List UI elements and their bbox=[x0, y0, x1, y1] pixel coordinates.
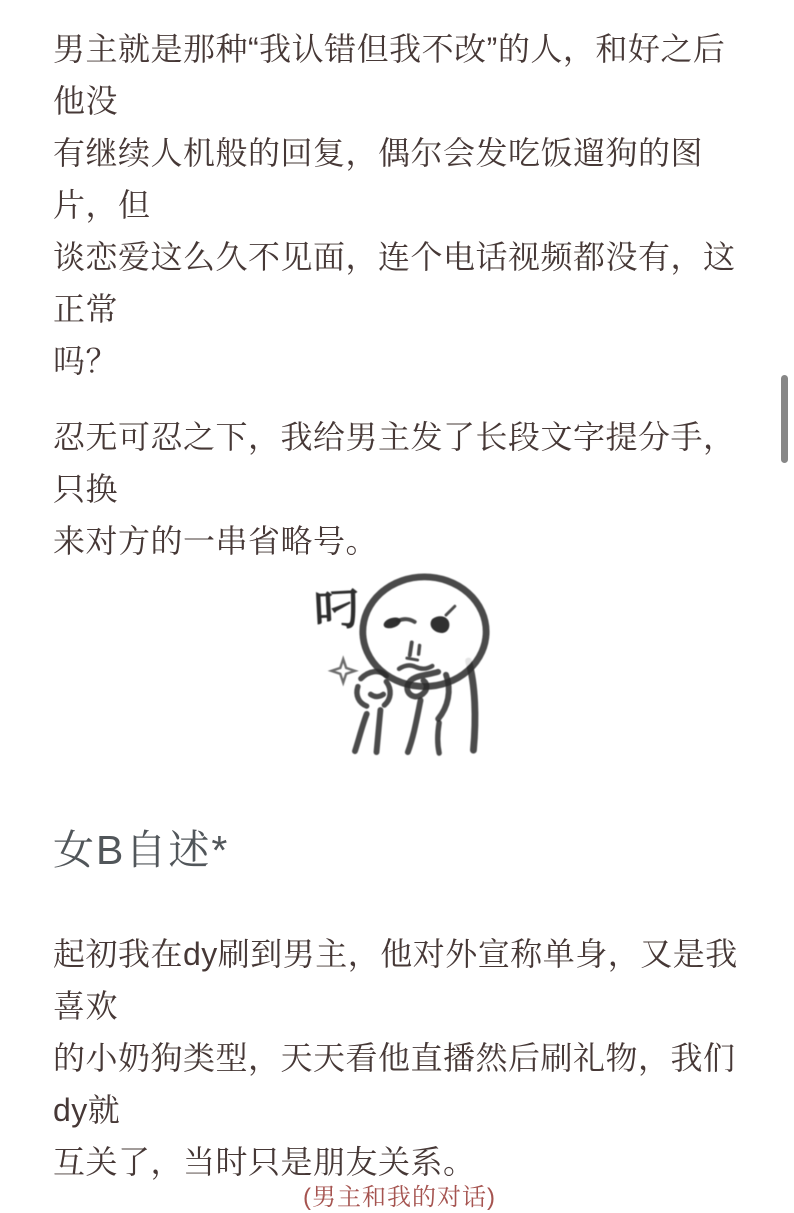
meme-image-container bbox=[53, 571, 746, 759]
text-line: 起初我在dy刷到男主，他对外宣称单身，又是我喜欢 bbox=[53, 936, 738, 1024]
chin-stroke-meme-image bbox=[298, 571, 502, 757]
text-line: 的小奶狗类型，天天看他直播然后刷礼物，我们dy就 bbox=[53, 1040, 736, 1128]
text-line: 吗？ bbox=[53, 343, 119, 379]
meme-text-label: 叼 bbox=[312, 581, 361, 636]
dialog-caption: (男主和我的对话) bbox=[303, 1184, 496, 1211]
text-line: 男主就是那种“我认错但我不改”的人，和好之后他没 bbox=[53, 31, 726, 119]
sparkle-icon bbox=[331, 659, 354, 682]
text-line: 来对方的一串省略号。 bbox=[53, 523, 379, 559]
text-line: 互关了，当时只是朋友关系。 bbox=[53, 1144, 476, 1180]
meme-body bbox=[468, 661, 474, 750]
paragraph bbox=[53, 23, 746, 387]
meme-left-hand bbox=[354, 672, 389, 753]
text-line: 有继续人机般的回复，偶尔会发吃饭遛狗的图片，但 bbox=[53, 135, 704, 223]
paragraph bbox=[53, 928, 746, 1188]
text-line: 忍无可忍之下，我给男主发了长段文字提分手，只换 bbox=[53, 419, 736, 507]
text-line: 谈恋爱这么久不见面，连个电话视频都没有，这正常 bbox=[53, 239, 736, 327]
scrollbar-thumb[interactable] bbox=[781, 375, 788, 463]
paragraph bbox=[53, 411, 746, 567]
section-heading: 女B自述* bbox=[53, 827, 230, 873]
